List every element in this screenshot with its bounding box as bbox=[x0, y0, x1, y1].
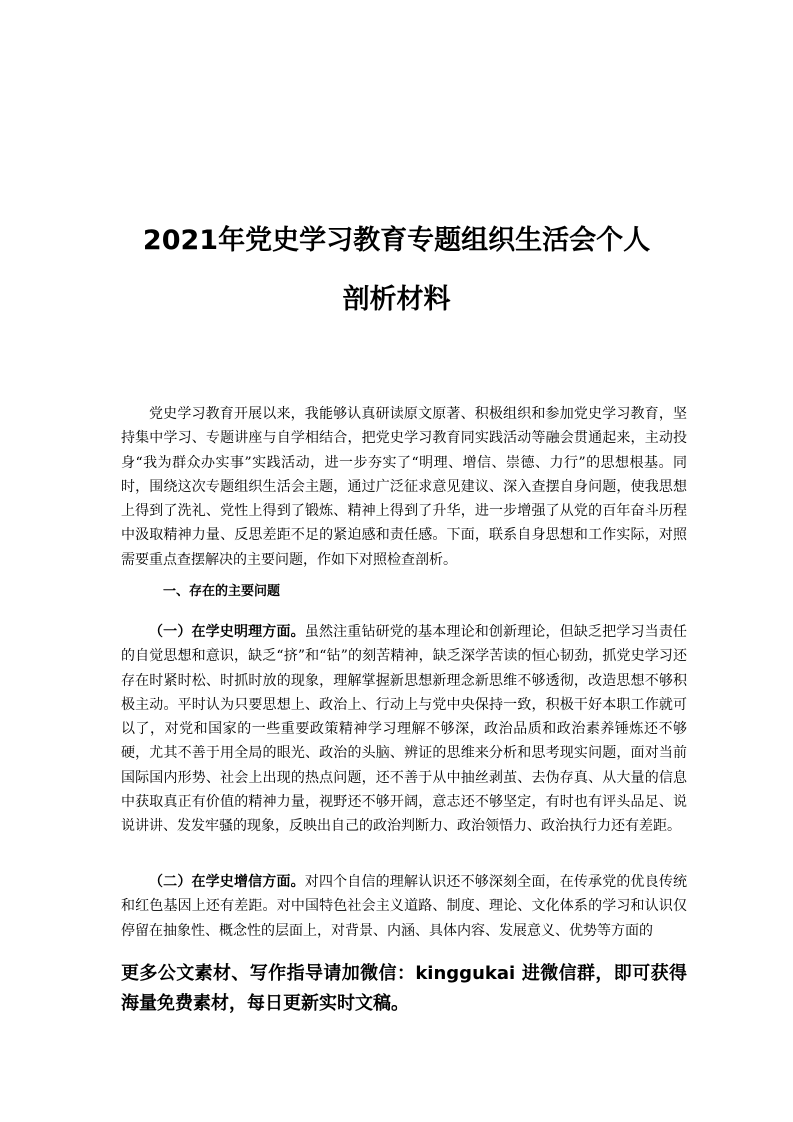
item-1-paragraph bbox=[121, 620, 687, 839]
promo-footer-text: 更多公文素材、写作指导请加微信：kinggukai 进微信群，即可获得海量免费素材，每日更新实时文稿。 bbox=[121, 963, 687, 1014]
item-1-text: 虽然注重钻研党的基本理论和创新理论，但缺乏把学习当责任的自觉思想和意识，缺乏“挤”和“钻”的刻苦精神，缺乏深学苦读的恒心韧劲，抓党史学习还存在时紧时松、时抓时放的现象，理解掌握新思想新理念新思维不够透彻，改造思想不够积极主动。平时认为只要思想上、政治上、行动上与党中央保持一致，积极干好本职工作就可以了，对党和国家的一些重要政策精神学习理解不够深，政治品质和政治素养锤炼还不够硬，尤其不善于用全局的眼光、政治的头脑、辨证的思维来分析和思考现实问题，面对当前国际国内形势、社会上出现的热点问题，还不善于从中抽丝剥茧、去伪存真、从大量的信息中获取真正有价值的精神力量，视野还不够开阔，意志还不够坚定，有时也有评头品足、说说讲讲、发发牢骚的现象，反映出自己的政治判断力、政治领悟力、政治执行力还有差距。 bbox=[121, 624, 688, 835]
document-title-line-2: 剖析材料 bbox=[342, 284, 451, 315]
item-2-paragraph bbox=[121, 870, 687, 943]
section-heading-main-problems: 一、存在的主要问题 bbox=[163, 584, 281, 599]
item-1-label: （一）在学史明理方面。 bbox=[149, 624, 305, 640]
intro-paragraph: 党史学习教育开展以来，我能够认真研读原文原著、积极组织和参加党史学习教育，坚持集中学习、专题讲座与自学相结合，把党史学习教育同实践活动等融会贯通起来，主动投身“我为群众办实事”实践活动，进一步夯实了“明理、增信、崇德、力行”的思想根基。同时，围绕这次专题组织生活会主题，通过广泛征求意见建议、深入查摆自身问题，使我思想上得到了洗礼、党性上得到了锻炼、精神上得到了升华，进一步增强了从党的百年奋斗历程中汲取精神力量、反思差距不足的紧迫感和责任感。下面，联系自身思想和工作实际，对照需要重点查摆解决的主要问题，作如下对照检查剖析。 bbox=[121, 406, 687, 568]
item-2-label: （二）在学史增信方面。 bbox=[149, 874, 305, 890]
item-2-text: 对四个自信的理解认识还不够深刻全面，在传承党的优良传统和红色基因上还有差距。对中国特色社会主义道路、制度、理论、文化体系的学习和认识仅停留在抽象性、概念性的层面上，对背景、内涵、具体内容、发展意义、优势等方面的 bbox=[121, 874, 688, 939]
document-title-line-1: 2021年党史学习教育专题组织生活会个人 bbox=[142, 225, 651, 256]
